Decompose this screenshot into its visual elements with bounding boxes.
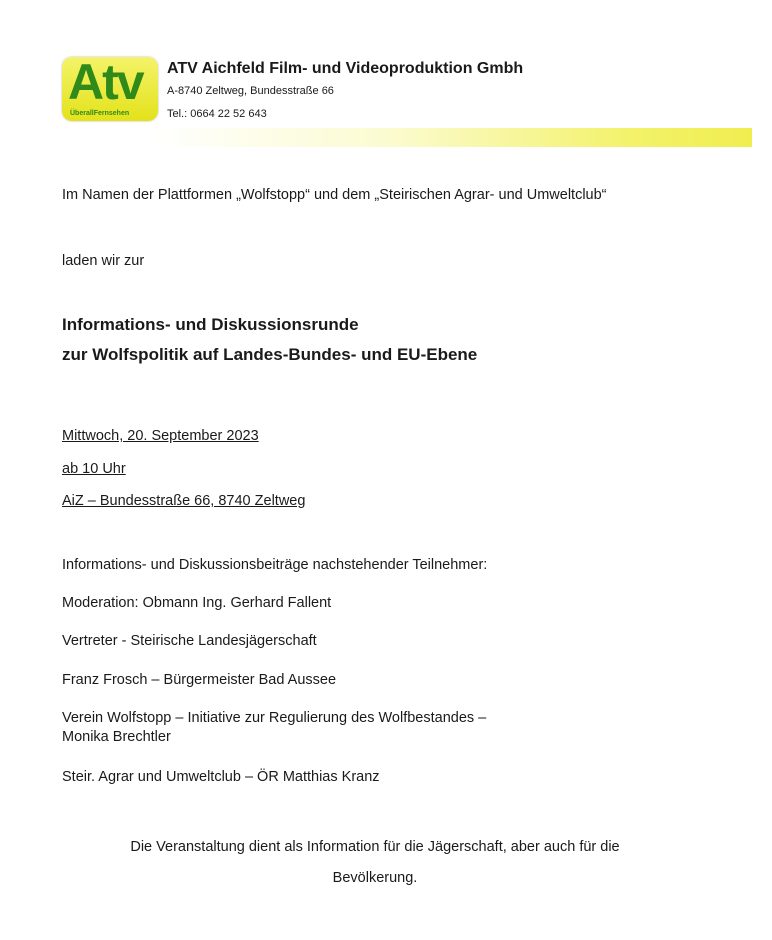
invite-text: laden wir zur: [62, 253, 145, 269]
closing-line1: Die Veranstaltung dient als Information für die Jägerschaft, aber auch für die: [130, 839, 620, 855]
event-time: ab 10 Uhr: [62, 461, 126, 477]
participant-item: Moderation: Obmann Ing. Gerhard Fallent: [62, 595, 332, 611]
company-name: ATV Aichfeld Film- und Videoproduktion Gmbh: [167, 60, 524, 77]
participant-item: Verein Wolfstopp – Initiative zur Regulierung des Wolfbestandes –: [62, 710, 487, 726]
participant-item: Steir. Agrar und Umweltclub – ÖR Matthias Kranz: [62, 769, 380, 785]
event-location: AiZ – Bundesstraße 66, 8740 Zeltweg: [62, 493, 306, 509]
company-address: A-8740 Zeltweg, Bundesstraße 66: [167, 85, 334, 97]
logo-text: Atv: [68, 54, 143, 110]
header-accent-bar: [150, 128, 752, 147]
company-phone: Tel.: 0664 22 52 643: [167, 108, 267, 120]
event-title-line2: zur Wolfspolitik auf Landes-Bundes- und EU-Ebene: [62, 345, 478, 364]
participant-item: Vertreter - Steirische Landesjägerschaft: [62, 633, 317, 649]
participants-heading: Informations- und Diskussionsbeiträge nachstehender Teilnehmer:: [62, 557, 488, 573]
closing-line2: Bevölkerung.: [332, 870, 418, 886]
participant-item: Monika Brechtler: [62, 729, 171, 745]
logo-tagline: ÜberallFernsehen: [70, 110, 130, 117]
event-title-line1: Informations- und Diskussionsrunde: [62, 315, 359, 334]
atv-logo: [62, 54, 158, 121]
intro-text: Im Namen der Plattformen „Wolfstopp“ und dem „Steirischen Agrar- und Umweltclub“: [62, 187, 607, 203]
participant-item: Franz Frosch – Bürgermeister Bad Aussee: [62, 672, 337, 688]
event-date: Mittwoch, 20. September 2023: [62, 428, 259, 444]
